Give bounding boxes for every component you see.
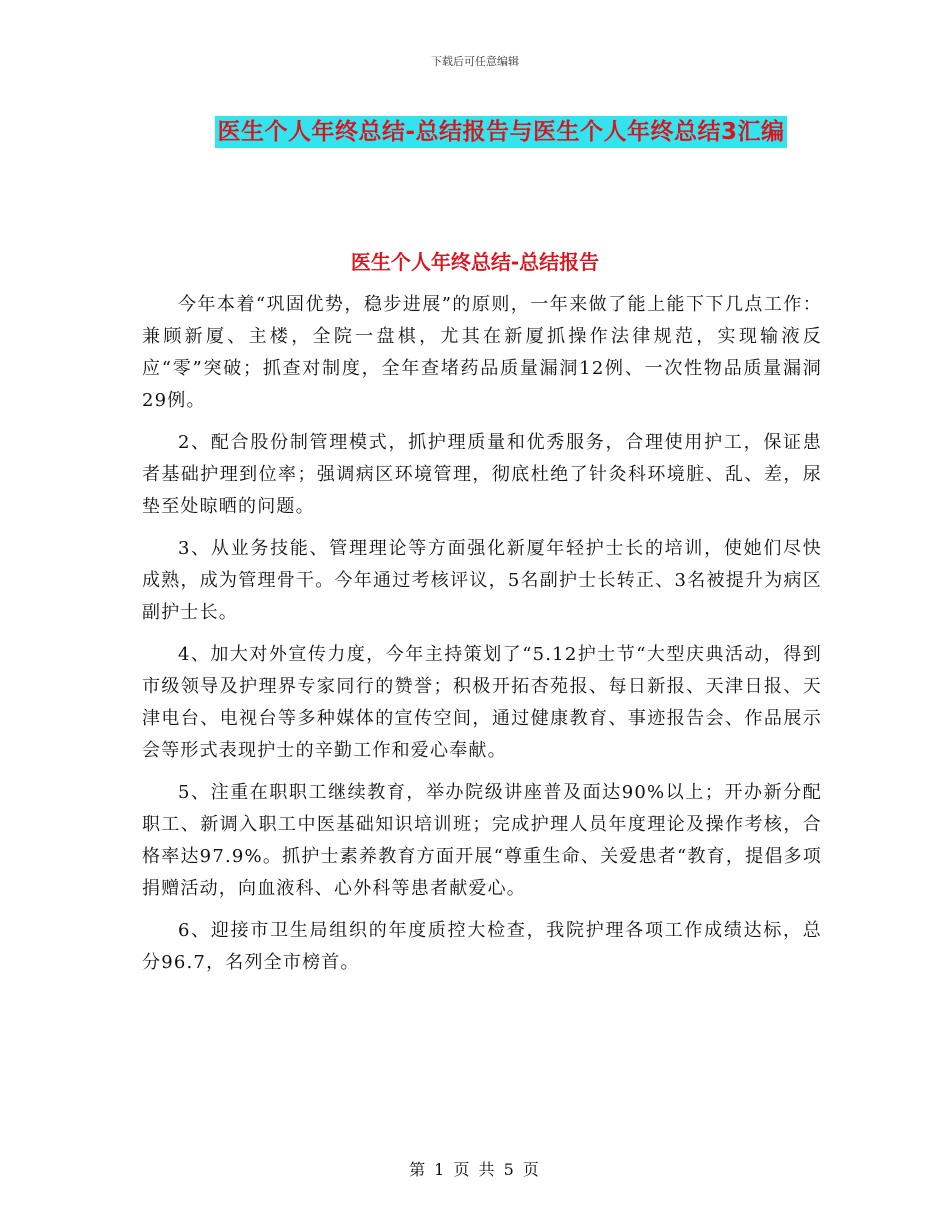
document-body bbox=[142, 289, 822, 989]
paragraph: 5、注重在职职工继续教育，举办院级讲座普及面达90%以上；开办新分配职工、新调入职工中医基础知识培训班；完成护理人员年度理论及操作考核，合格率达97.9%。抓护士素养教育方面开展“尊重生命、关爱患者“教育，提倡多项捐赠活动，向血液科、心外科等患者献爱心。 bbox=[142, 782, 822, 899]
page-footer: 第 1 页 共 5 页 bbox=[409, 1160, 541, 1179]
header-note: 下载后可任意编辑 bbox=[431, 55, 519, 68]
paragraph: 今年本着“巩固优势，稳步进展”的原则，一年来做了能上能下下几点工作：兼顾新厦、主楼，全院一盘棋，尤其在新厦抓操作法律规范，实现输液反应“零”突破；抓查对制度，全年查堵药品质量漏洞12例、一次性物品质量漏洞29例。 bbox=[142, 294, 822, 411]
paragraph: 3、从业务技能、管理理论等方面强化新厦年轻护士长的培训，使她们尽快成熟，成为管理骨干。今年通过考核评议，5名副护士长转正、3名被提升为病区副护士长。 bbox=[142, 538, 822, 623]
document-title-text: 医生个人年终总结-总结报告与医生个人年终总结3汇编 bbox=[215, 116, 786, 148]
paragraph: 6、迎接市卫生局组织的年度质控大检查，我院护理各项工作成绩达标，总分96.7，名列全市榜首。 bbox=[142, 920, 822, 973]
document-title bbox=[186, 110, 816, 154]
paragraph: 2、配合股份制管理模式，抓护理质量和优秀服务，合理使用护工，保证患者基础护理到位率；强调病区环境管理，彻底杜绝了针灸科环境脏、乱、差，尿垫至处晾晒的问题。 bbox=[142, 432, 822, 517]
paragraph: 4、加大对外宣传力度，今年主持策划了“5.12护士节“大型庆典活动，得到市级领导及护理界专家同行的赞誉；积极开拓杏苑报、每日新报、天津日报、天津电台、电视台等多种媒体的宣传空间，通过健康教育、事迹报告会、作品展示会等形式表现护士的辛勤工作和爱心奉献。 bbox=[142, 644, 822, 761]
section-title: 医生个人年终总结-总结报告 bbox=[350, 250, 600, 274]
